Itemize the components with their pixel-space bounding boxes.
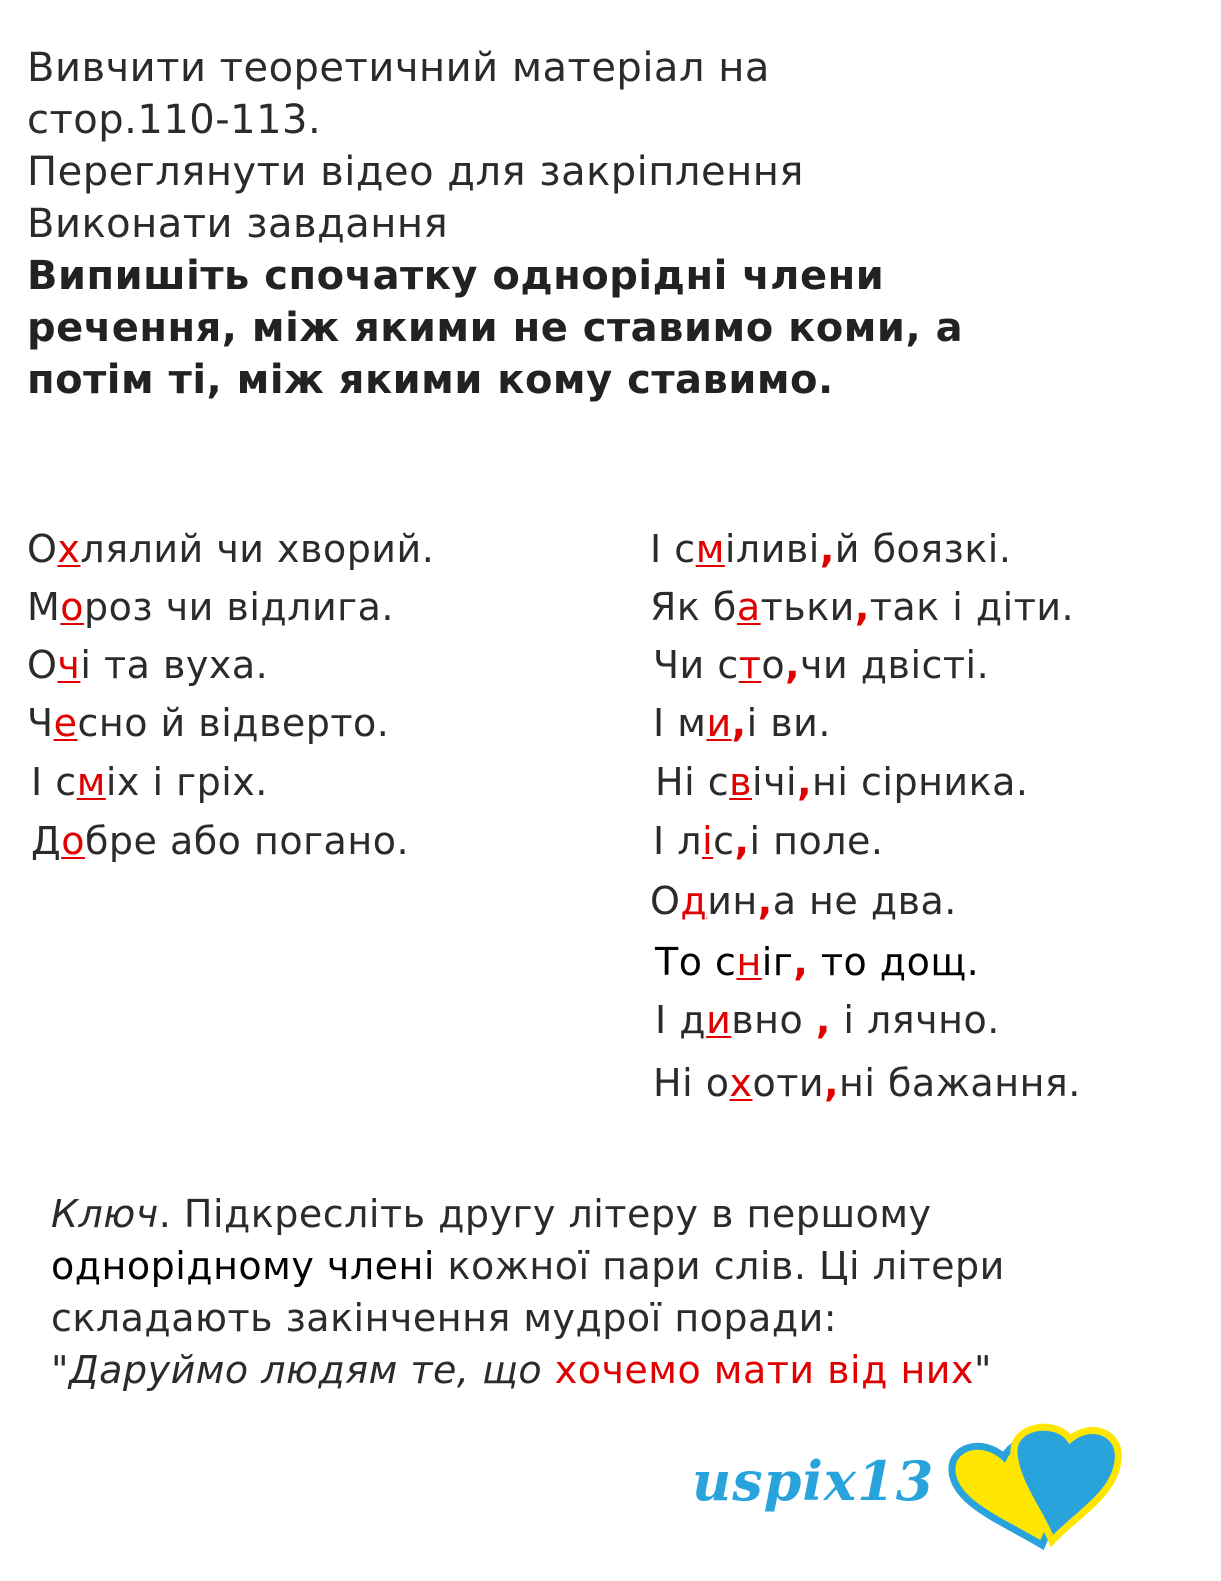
key-line: складають закінчення мудрої поради: [51,1296,838,1340]
sentence-no-comma: І сміх і гріх. [31,760,268,804]
task-line: Випишіть спочатку однорідні члени [27,253,885,299]
instructions-block [27,42,1177,406]
sentence-with-comma: То сніг, то дощ. [655,940,980,984]
key-line: однорідному члені кожної пари слів. Ці літери [51,1244,1005,1288]
task-line: речення, між якими не ставимо коми, а [27,305,964,351]
logo-text: uspix13 [692,1449,935,1513]
task-line: потім ті, між якими кому ставимо. [27,357,834,403]
instruction-line: Виконати завдання [27,201,449,247]
sentence-no-comma: Добре або погано. [31,819,410,863]
sentence-with-comma: Як батьки,так і діти. [650,585,1075,629]
sentence-with-comma: І сміливі,й боязкі. [650,527,1012,571]
sentence-no-comma: Очі та вуха. [27,643,269,687]
sentence-no-comma: Чесно й відверто. [27,701,390,745]
sentence-with-comma: Чи сто,чи двісті. [653,643,990,687]
sentence-with-comma: І ліс,і поле. [653,819,884,863]
sentence-no-comma: Охлялий чи хворий. [27,527,435,571]
key-quote: "Даруймо людям те, що хочемо мати від них" [51,1348,992,1392]
sentence-with-comma: Один,а не два. [650,879,957,923]
sentence-with-comma: І ми,і ви. [653,701,831,745]
sentence-with-comma: Ні охоти,ні бажання. [653,1061,1081,1105]
key-line: Ключ. Підкресліть другу літеру в першому [51,1192,932,1236]
instruction-line: стор.110-113. [27,97,322,143]
key-label: Ключ [51,1192,159,1236]
uspix-logo [688,1413,1128,1563]
sentence-with-comma: Ні свічі,ні сірника. [655,760,1029,804]
hearts-icon [892,1413,1128,1563]
key-block [51,1188,1181,1396]
instruction-line: Вивчити теоретичний матеріал на [27,45,770,91]
instruction-line: Переглянути відео для закріплення [27,149,804,195]
key-emphasis: однорідному члені [51,1244,435,1288]
sentence-with-comma: І дивно , і лячно. [655,998,1000,1042]
key-answer: хочемо мати від них [554,1348,974,1392]
sentence-no-comma: Мороз чи відлига. [27,585,394,629]
